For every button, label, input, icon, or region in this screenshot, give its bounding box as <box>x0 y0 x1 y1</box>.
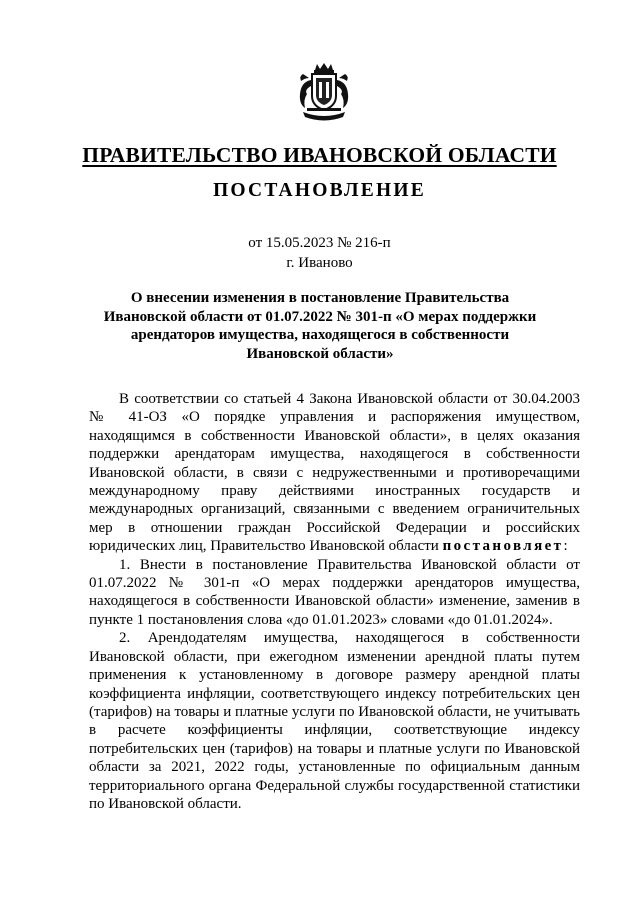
document-subject: О внесении изменения в постановление Правительства Ивановской области от 01.07.2022 № 301-п «О мерах поддержки арендаторов имущества, находящегося в собственности Ивановской области» <box>103 290 537 362</box>
government-title <box>0 142 639 168</box>
document-body <box>89 390 580 813</box>
government-title-text: ПРАВИТЕЛЬСТВО ИВАНОВСКОЙ ОБЛАСТИ <box>82 143 557 167</box>
item-1-paragraph: 1. Внести в постановление Правительства Ивановской области от 01.07.2022 № 301-п «О мерах поддержки арендаторов имущества, находящегося в собственности Ивановской области» изменение, заменив в пункте 1 постановления слова «до 01.01.2023» словами «до 01.01.2024». <box>89 556 580 628</box>
item-2-paragraph: 2. Арендодателям имущества, находящегося в собственности Ивановской области, при ежегодном изменении арендной платы путем применения к установленному в договоре размеру арендной платы коэффициента инфляции, соответствующего индексу потребительских цен (тарифов) на товары и платные услуги по Ивановской области, не учитывать в расчете коэффициенты инфляции, соответствующие индексу потребительских цен (тарифов) на товары и платные услуги по Ивановской области за 2021, 2022 годы, установленные по официальным данным территориального органа Федеральной службы государственной статистики по Ивановской области. <box>89 630 580 812</box>
decree-word: постановляет <box>442 538 564 555</box>
coat-of-arms-icon <box>295 62 353 124</box>
preamble-text: В соответствии со статьей 4 Закона Ивановской области от 30.04.2003 № 41-ОЗ «О порядке управления и распоряжения имуществом, находящимся в собственности Ивановской области», в целях оказания поддержки арендаторам имущества, находящегося в собственности Ивановской области, в связи с недружественными и противоречащими международному праву действиями иностранных государств и международных организаций, связанными с введением ограничительных мер в отношении граждан Российской Федерации и российских юридических лиц, Правительство Ивановской области <box>89 391 580 555</box>
document-city: г. Иваново <box>286 255 353 271</box>
decree-colon: : <box>563 538 568 555</box>
preamble-paragraph <box>89 390 580 556</box>
document-type-heading: ПОСТАНОВЛЕНИЕ <box>213 180 426 201</box>
document-date-number: от 15.05.2023 № 216-п <box>248 235 391 251</box>
